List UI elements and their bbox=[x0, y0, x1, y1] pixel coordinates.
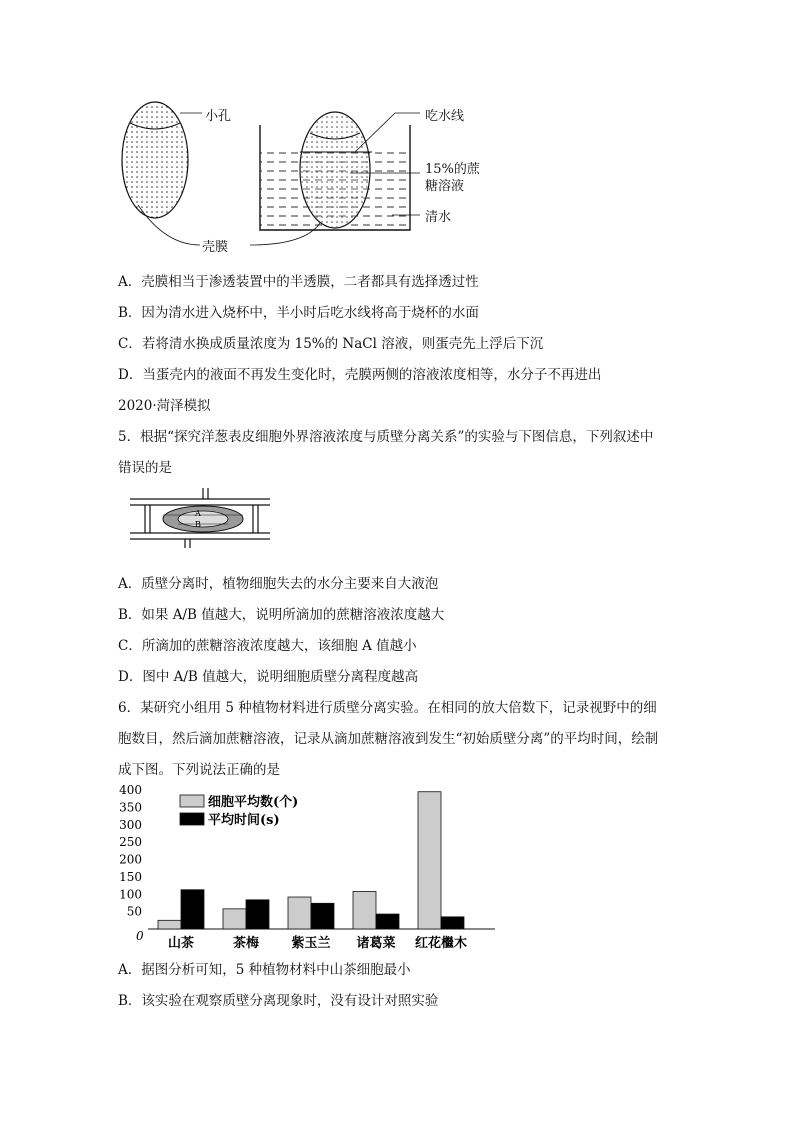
y-tick-label: 300 bbox=[119, 817, 142, 832]
label-hole: 小孔 bbox=[205, 109, 232, 124]
y-tick-label: 250 bbox=[119, 835, 142, 850]
y-tick-label: 100 bbox=[119, 887, 142, 902]
y-tick-label: 50 bbox=[126, 904, 142, 919]
q6-stem-line1: 6．某研究小组用 5 种植物材料进行质壁分离实验。在相同的放大倍数下，记录视野中的细 bbox=[118, 700, 657, 716]
q5-stem-line1: 5．根据“探究洋葱表皮细胞外界溶液浓度与质壁分离关系”的实验与下图信息，下列叙述中 bbox=[118, 429, 654, 445]
bar-avg-time bbox=[181, 890, 204, 929]
y-tick-label: 350 bbox=[119, 800, 142, 815]
y-tick-label: 200 bbox=[119, 852, 142, 867]
x-category-label: 茶梅 bbox=[232, 936, 260, 951]
q5-option-d: D．图中 A/B 值越大，说明细胞质壁分离程度越高 bbox=[118, 669, 419, 685]
legend-label: 平均时间(s) bbox=[208, 813, 280, 828]
bar-chart bbox=[110, 780, 510, 955]
q6-stem-line2: 胞数目，然后滴加蔗糖溶液，记录从滴加蔗糖溶液到发生“初始质壁分离”的平均时间，绘制 bbox=[118, 731, 659, 747]
source-note: 2020·菏泽模拟 bbox=[118, 398, 211, 414]
bar-avg-time bbox=[376, 914, 399, 929]
bar-avg-time bbox=[441, 917, 464, 929]
bar-avg-time bbox=[246, 900, 269, 929]
origin-label: 0 bbox=[136, 929, 144, 943]
legend-swatch bbox=[180, 795, 204, 807]
label-sucrose-line1: 15%的蔗 bbox=[425, 162, 480, 177]
q5-option-c: C．所滴加的蔗糖溶液浓度越大，该细胞 A 值越小 bbox=[118, 638, 417, 654]
bar-avg-time bbox=[311, 903, 334, 929]
q4-option-c: C．若将清水换成质量浓度为 15%的 NaCl 溶液，则蛋壳先上浮后下沉 bbox=[118, 336, 544, 352]
q5-stem-line2: 错误的是 bbox=[118, 460, 172, 476]
q4-option-a: A．壳膜相当于渗透装置中的半透膜，二者都具有选择透过性 bbox=[118, 274, 479, 290]
q6-option-a: A．据图分析可知，5 种植物材料中山茶细胞最小 bbox=[118, 962, 411, 978]
y-tick-label: 400 bbox=[119, 783, 142, 797]
y-tick-label: 150 bbox=[119, 869, 142, 884]
cell-figure bbox=[125, 485, 275, 550]
bar-cell-count bbox=[158, 920, 181, 929]
q5-option-a: A．质壁分离时，植物细胞失去的水分主要来自大液泡 bbox=[118, 576, 439, 592]
bar-cell-count bbox=[288, 897, 311, 929]
label-membrane: 壳膜 bbox=[202, 240, 229, 255]
q4-option-d: D．当蛋壳内的液面不再发生变化时，壳膜两侧的溶液浓度相等，水分子不再进出 bbox=[118, 367, 602, 383]
label-clear-water: 清水 bbox=[425, 210, 452, 225]
q4-option-b: B．因为清水进入烧杯中，半小时后吃水线将高于烧杯的水面 bbox=[118, 305, 479, 321]
bar-cell-count bbox=[223, 909, 246, 929]
x-category-label: 诸葛菜 bbox=[356, 936, 396, 951]
vacuole bbox=[178, 511, 228, 527]
bar-cell-count bbox=[353, 891, 376, 929]
x-category-label: 山茶 bbox=[167, 936, 195, 951]
x-category-label: 紫玉兰 bbox=[291, 936, 331, 951]
legend-swatch bbox=[180, 813, 204, 825]
q6-stem-line3: 成下图。下列说法正确的是 bbox=[118, 762, 280, 778]
bar-cell-count bbox=[418, 792, 441, 929]
label-water-line: 吃水线 bbox=[425, 109, 465, 124]
cell-label-a: A bbox=[195, 509, 201, 518]
egg-left bbox=[122, 102, 188, 218]
label-sucrose-line2: 糖溶液 bbox=[425, 179, 465, 194]
q6-option-b: B．该实验在观察质壁分离现象时，没有设计对照实验 bbox=[118, 993, 439, 1009]
x-category-label: 红花檵木 bbox=[414, 936, 468, 951]
q5-option-b: B．如果 A/B 值越大，说明所滴加的蔗糖溶液浓度越大 bbox=[118, 607, 445, 623]
cell-label-b: B bbox=[195, 520, 201, 529]
legend-label: 细胞平均数(个) bbox=[208, 795, 299, 810]
